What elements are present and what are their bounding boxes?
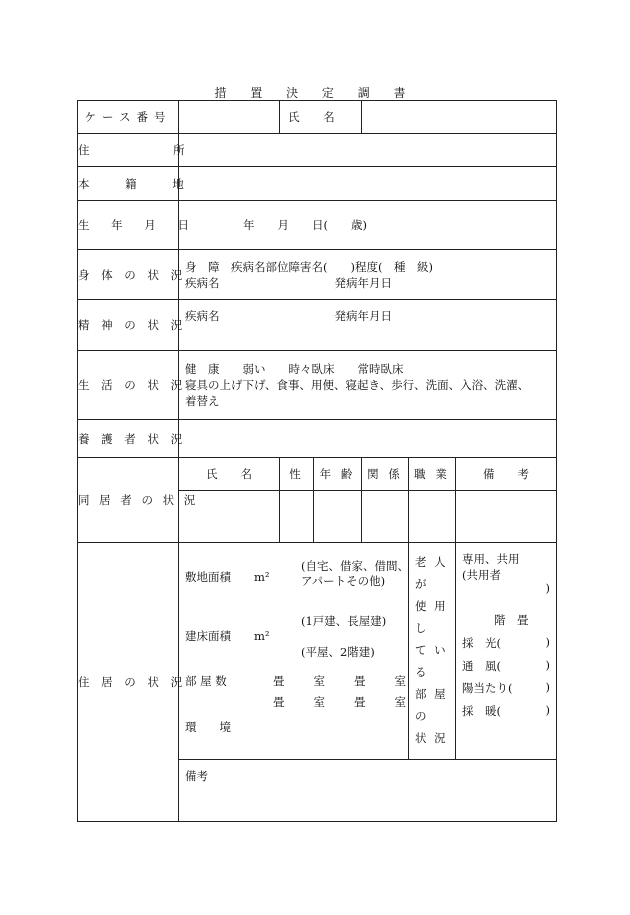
- building-storey-note: (平屋、2階建): [301, 645, 375, 659]
- elder-room-line-2: 使 用 し: [415, 599, 448, 635]
- cohabitant-header-sex: 性: [280, 458, 314, 491]
- cohabitant-header-job: 職 業: [409, 458, 456, 491]
- elder-room-details-cell[interactable]: [456, 543, 557, 760]
- rooms-line-2: 畳 室 畳 室: [273, 695, 408, 709]
- floor-label: 階 畳: [494, 613, 529, 627]
- housing-remarks-field[interactable]: [179, 760, 557, 822]
- heating-label: 採 暖(: [462, 704, 501, 718]
- address-label: 住 所: [78, 134, 179, 167]
- assessment-form: [77, 100, 557, 822]
- cohabitant-header-age: 年 齢: [314, 458, 362, 491]
- honseki-field[interactable]: [179, 167, 557, 201]
- floor-area-label: 建床面積 m²: [185, 629, 270, 643]
- cohabitant-sex-cell[interactable]: [280, 491, 314, 543]
- room-usage-line-2: (共用者: [462, 568, 501, 582]
- site-note-1: (自宅、借家、借間、: [301, 559, 409, 573]
- cohabitant-age-cell[interactable]: [314, 491, 362, 543]
- elder-room-line-1: 老 人 が: [415, 555, 448, 591]
- case-number-field[interactable]: [179, 101, 280, 134]
- lighting-close: ): [545, 635, 551, 649]
- elder-room-label-cell: [409, 543, 456, 760]
- environment-label: 環 境: [185, 720, 231, 734]
- birthdate-field[interactable]: 年 月 日( 歳): [179, 201, 557, 250]
- cohabitant-job-cell[interactable]: [409, 491, 456, 543]
- physical-condition-label: 身 体 の 状 況: [78, 250, 179, 300]
- cohabitant-header-relation: 関 係: [362, 458, 409, 491]
- life-line-1: 健 康 弱い 時々臥床 常時臥床: [185, 362, 404, 376]
- name-field[interactable]: [362, 101, 557, 134]
- rooms-label: 部 屋 数: [185, 674, 227, 688]
- mental-condition-field[interactable]: [179, 300, 557, 351]
- elder-room-line-5: 状 況: [415, 731, 448, 745]
- cohabitant-header-name: 氏 名: [179, 458, 280, 491]
- housing-remarks-label: 備考: [185, 769, 208, 783]
- physical-condition-field[interactable]: [179, 250, 557, 300]
- mental-condition-label: 精 神 の 状 況: [78, 300, 179, 351]
- sunlight-close: ): [545, 680, 551, 694]
- room-usage-close: ): [545, 581, 551, 595]
- elder-room-line-4: 部 屋 の: [415, 687, 448, 723]
- caregiver-field[interactable]: [179, 420, 557, 458]
- heating-close: ): [545, 703, 551, 717]
- ventilation-close: ): [545, 658, 551, 672]
- life-condition-field[interactable]: [179, 351, 557, 420]
- room-usage-line-1: 専用、共用: [462, 552, 520, 566]
- site-note-2: アパートその他): [301, 574, 386, 588]
- physical-line-2: 疾病名 発病年月日: [185, 275, 392, 290]
- life-condition-label: 生 活 の 状 況: [78, 351, 179, 420]
- life-line-2: 寝具の上げ下げ、食事、用便、寝起き、歩行、洗面、入浴、洗濯、: [185, 378, 530, 392]
- building-type-note: (1戸建、長屋建): [301, 614, 387, 628]
- ventilation-label: 通 風(: [462, 659, 501, 673]
- address-field[interactable]: [179, 134, 557, 167]
- cohabitant-header-notes: 備 考: [456, 458, 557, 491]
- cohabitant-notes-cell[interactable]: [456, 491, 557, 543]
- sunlight-label: 陽当たり(: [462, 681, 513, 695]
- lighting-label: 採 光(: [462, 636, 501, 650]
- elder-room-line-3: て い る: [415, 643, 448, 679]
- caregiver-label: 養 護 者 状 況: [78, 420, 179, 458]
- life-line-3: 着替え: [185, 394, 220, 408]
- document-title: 措 置 決 定 調 書: [214, 86, 416, 100]
- honseki-label: 本 籍 地: [78, 167, 179, 201]
- birthdate-label: 生 年 月 日: [78, 201, 179, 250]
- housing-details-cell[interactable]: [179, 543, 409, 760]
- site-area-label: 敷地面積 m²: [185, 570, 270, 584]
- name-label: 氏 名: [280, 101, 362, 134]
- cohabitant-relation-cell[interactable]: [362, 491, 409, 543]
- case-number-label: ケース番号: [78, 101, 179, 134]
- rooms-line-1: 畳 室 畳 室: [273, 674, 408, 688]
- cohabitants-label: 同 居 者 の 状 況: [78, 458, 179, 543]
- housing-label: 住 居 の 状 況: [78, 543, 179, 822]
- mental-line-1: 疾病名 発病年月日: [185, 309, 392, 323]
- physical-line-1: 身 障 疾病名部位障害名( )程度( 種 級): [185, 259, 433, 274]
